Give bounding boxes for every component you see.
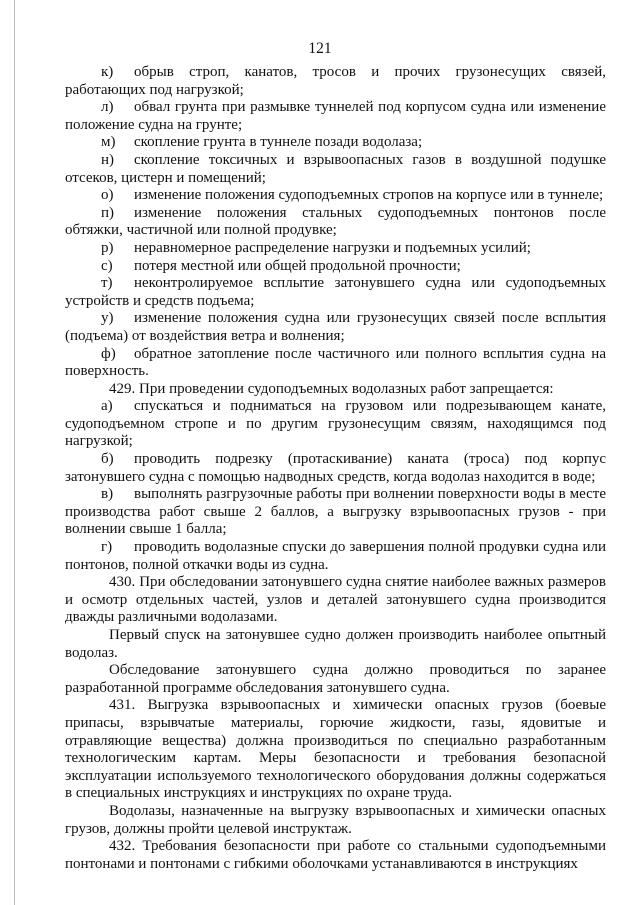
list-item	[65, 240, 606, 258]
list-item-marker: а)	[101, 398, 113, 415]
paragraph-text: 431. Выгрузка взрывоопасных и химически опасных грузов (боевые припасы, взрывчатые материалы, горючие жидкости, газы, ядовитые и отравляющие вещества) должна производиться по специально разработанным технологическим картам. Меры безопасности и требования безопасной эксплуатации используемого технологического оборудования должны содержаться в специальных инструкциях и инструкциях по охране труда.	[65, 697, 606, 802]
page-number: 121	[308, 40, 332, 57]
paragraph-text: неравномерное распределение нагрузки и подъемных усилий;	[134, 239, 531, 256]
paragraph-text: проводить водолазные спуски до завершения полной продувки судна или понтонов, полной откачки воды из судна.	[65, 539, 606, 573]
list-item-marker: р)	[101, 239, 114, 256]
list-item-marker: г)	[101, 539, 113, 556]
paragraph-text: обратное затопление после частичного или полного всплытия судна на поверхность.	[65, 345, 606, 380]
list-item	[65, 310, 606, 345]
paragraph	[65, 662, 606, 697]
paragraph-text: изменение положения судна или грузонесущих связей после всплытия (подъема) от воздействия ветра и волнения;	[65, 310, 606, 344]
list-item	[65, 187, 606, 205]
paragraph-text: 429. При проведении судоподъемных водолазных работ запрещается:	[109, 380, 554, 397]
list-item-marker: л)	[101, 99, 114, 116]
list-item-marker: у)	[101, 310, 114, 327]
paragraph-text: обрыв строп, канатов, тросов и прочих грузонесущих связей, работающих под нагрузкой;	[65, 64, 606, 98]
list-item	[65, 99, 606, 134]
paragraph-text: изменение положения судоподъемных стропов на корпусе или в туннеле;	[134, 187, 604, 204]
list-item-marker: к)	[101, 64, 114, 80]
list-item	[65, 64, 606, 99]
paragraph-text: обвал грунта при размывке туннелей под корпусом судна или изменение положение судна на грунте;	[65, 99, 606, 133]
list-item-marker: в)	[101, 486, 114, 503]
paragraph	[65, 381, 606, 399]
paragraph	[65, 697, 606, 803]
paragraph-text: 432. Требования безопасности при работе со стальными судоподъемными понтонами и понтонами с гибкими оболочками устанавливаются в инструкциях	[65, 838, 606, 872]
paragraph	[65, 838, 606, 873]
paragraph-text: изменение положения стальных судоподъемных понтонов после обтяжки, частичной или полной продувке;	[65, 204, 606, 239]
paragraph-text: выполнять разгрузочные работы при волнении поверхности воды в месте производства работ свыше 2 баллов, а выгрузку взрывоопасных грузов - при волнении свыше 1 балла;	[65, 486, 606, 538]
list-item-marker: п)	[101, 204, 115, 221]
paragraph	[65, 803, 606, 838]
paragraph-text: скопление токсичных и взрывоопасных газов в воздушной подушке отсеков, цистерн и помещений;	[65, 151, 606, 186]
paragraph-text: Обследование затонувшего судна должно проводиться по заранее разработанной программе обследования затонувшего судна.	[65, 662, 606, 696]
list-item-marker: б)	[101, 451, 114, 468]
list-item-marker: ф)	[101, 345, 116, 362]
list-item	[65, 152, 606, 187]
paragraph	[65, 574, 606, 627]
list-item	[65, 346, 606, 381]
list-item-marker: с)	[101, 257, 113, 274]
list-item	[65, 275, 606, 310]
paragraph-text: 430. При обследовании затонувшего судна снятие наиболее важных размеров и осмотр отдельных частей, узлов и деталей затонувшего судна производится дважды различными водолазами.	[65, 574, 606, 626]
list-item-marker: н)	[101, 151, 115, 168]
paragraph-text: спускаться и подниматься на грузовом или подрезывающем канате, судоподъемном стропе и по другим грузонесущим связям, находящимся под нагрузкой;	[65, 398, 606, 450]
list-item-marker: т)	[101, 275, 113, 292]
paragraph-text: потеря местной или общей продольной прочности;	[134, 257, 461, 274]
paragraph-text: проводить подрезку (протаскивание) каната (троса) под корпус затонувшего судна с помощью надводных средств, когда водолаз находится в воде;	[65, 451, 606, 485]
list-item-marker: о)	[101, 187, 114, 204]
list-item-marker: м)	[101, 134, 116, 151]
paragraph-text: Первый спуск на затонувшее судно должен производить наиболее опытный водолаз.	[65, 627, 606, 661]
scan-edge-line	[14, 0, 15, 905]
list-item	[65, 205, 606, 240]
paragraph-text: скопление грунта в туннеле позади водолаза;	[134, 134, 423, 151]
paragraph-text: Водолазы, назначенные на выгрузку взрывоопасных и химически опасных грузов, должны пройти целевой инструктаж.	[65, 802, 606, 837]
list-item	[65, 258, 606, 276]
list-item	[65, 398, 606, 451]
list-item	[65, 451, 606, 486]
list-item	[65, 539, 606, 574]
paragraph	[65, 627, 606, 662]
list-item	[65, 486, 606, 539]
paragraph-text: неконтролируемое всплытие затонувшего судна или судоподъемных устройств и средств подъема;	[65, 275, 606, 309]
document-text	[65, 64, 606, 873]
list-item	[65, 134, 606, 152]
